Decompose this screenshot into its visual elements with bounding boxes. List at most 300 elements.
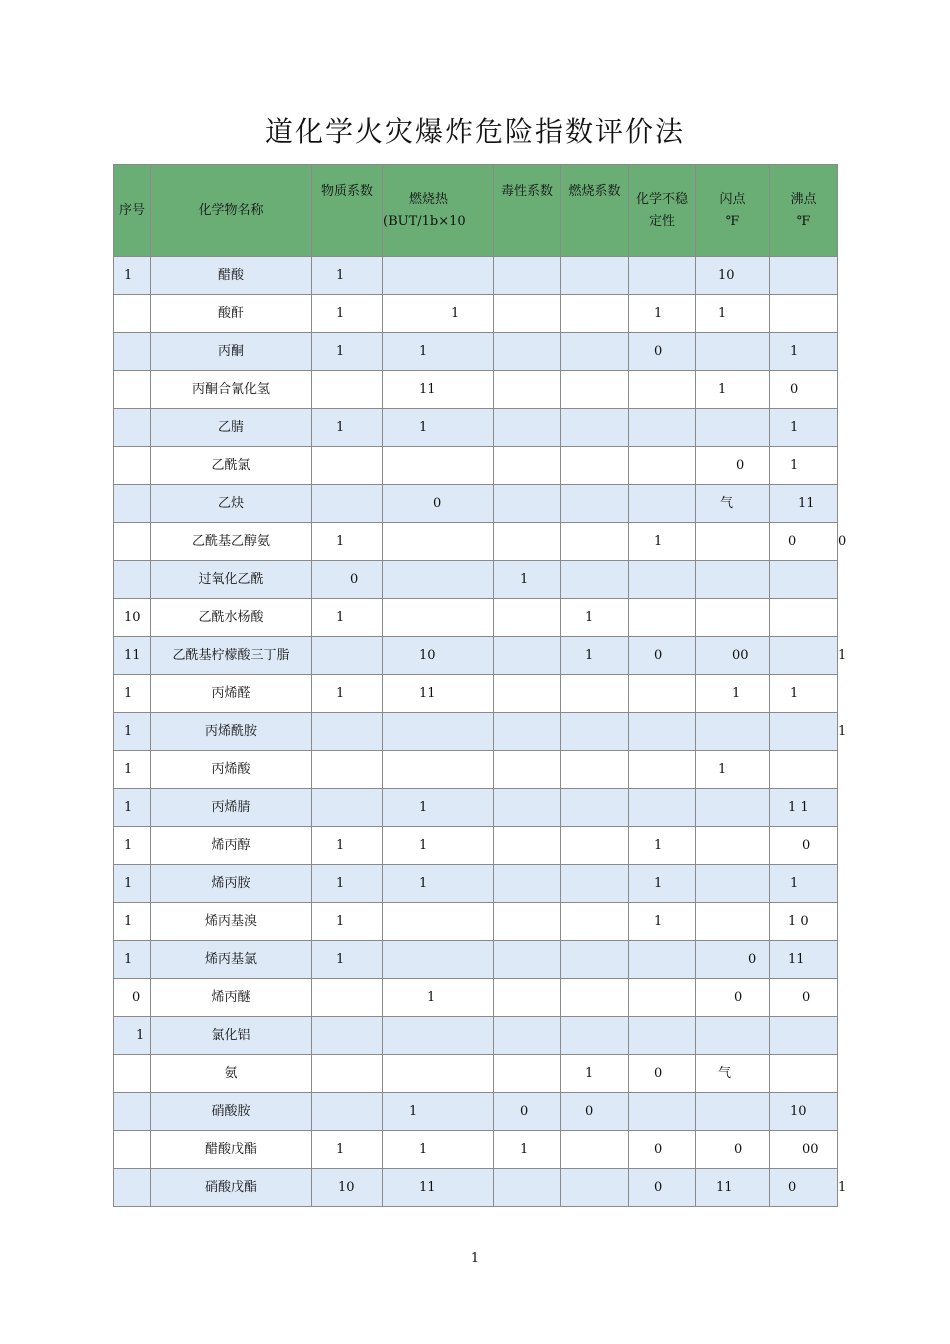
cell-material-factor-text: 0 (350, 572, 359, 587)
cell-heat-of-combustion (383, 257, 494, 295)
cell-flash-point-text: 气 (718, 1066, 732, 1081)
cell-flash-point (696, 789, 770, 827)
cell-flash-point (696, 561, 770, 599)
cell-heat-of-combustion (383, 713, 494, 751)
table-row (114, 447, 838, 485)
cell-heat-of-combustion-text: 1 (451, 306, 460, 321)
cell-no-text: 1 (124, 762, 133, 777)
cell-boiling-point (770, 941, 838, 979)
cell-flash-point (696, 713, 770, 751)
cell-chemical-name-text: 乙酰氯 (211, 458, 251, 473)
cell-flammability (561, 1017, 629, 1055)
cell-flammability (561, 409, 629, 447)
cell-material-factor (312, 941, 383, 979)
cell-boiling-point-text: 11 (788, 952, 805, 967)
cell-flammability (561, 903, 629, 941)
cell-no (114, 1131, 151, 1169)
table-row (114, 409, 838, 447)
cell-material-factor (312, 979, 383, 1017)
cell-toxicity (494, 333, 561, 371)
cell-material-factor (312, 903, 383, 941)
cell-chemical-name (151, 333, 312, 371)
cell-material-factor (312, 447, 383, 485)
cell-flash-point (696, 333, 770, 371)
header-instability-line2: 定性 (648, 213, 675, 229)
cell-material-factor-text: 10 (338, 1180, 355, 1195)
cell-flammability (561, 827, 629, 865)
cell-toxicity (494, 751, 561, 789)
header-flash-point (696, 165, 770, 257)
cell-boiling-point (770, 295, 838, 333)
header-boil-line1: 沸点 (790, 191, 817, 207)
cell-toxicity (494, 447, 561, 485)
cell-chemical-name (151, 599, 312, 637)
cell-toxicity-text: 0 (520, 1104, 529, 1119)
cell-no-text: 10 (124, 610, 141, 625)
cell-flash-point (696, 827, 770, 865)
cell-boiling-point (770, 637, 847, 675)
cell-flash-point (696, 1093, 770, 1131)
cell-chemical-name (151, 561, 312, 599)
cell-no (114, 751, 151, 789)
cell-chemical-name (151, 409, 312, 447)
cell-boiling-point-text: 1 (790, 686, 799, 701)
cell-material-factor-text: 1 (336, 610, 345, 625)
table-row (114, 1131, 838, 1169)
cell-instability (629, 333, 696, 371)
cell-boiling-point (770, 333, 838, 371)
cell-chemical-name-text: 烯丙醚 (211, 990, 251, 1005)
cell-no-text: 1 (124, 914, 133, 929)
cell-flash-point (696, 599, 770, 637)
cell-flammability (561, 941, 629, 979)
cell-flash-point (696, 751, 770, 789)
cell-chemical-name-text: 硝酸戊酯 (204, 1180, 257, 1195)
cell-heat-of-combustion (383, 447, 494, 485)
cell-chemical-name (151, 447, 312, 485)
cell-toxicity (494, 827, 561, 865)
cell-chemical-name-text: 硝酸胺 (211, 1104, 251, 1119)
cell-boiling-point-text: 1 (790, 420, 799, 435)
table-row (114, 333, 838, 371)
cell-heat-of-combustion (383, 941, 494, 979)
cell-chemical-name-text: 酸酐 (217, 306, 244, 321)
cell-no (114, 865, 151, 903)
cell-no (114, 941, 151, 979)
cell-flash-point (696, 523, 770, 561)
cell-instability-text: 0 (654, 1142, 663, 1157)
cell-toxicity (494, 865, 561, 903)
cell-material-factor (312, 561, 383, 599)
cell-material-factor (312, 333, 383, 371)
cell-flash-point (696, 979, 770, 1017)
cell-chemical-name-text: 乙酰水杨酸 (198, 610, 264, 625)
cell-heat-of-combustion-text: 1 (419, 876, 428, 891)
cell-flash-point-text: 10 (718, 268, 735, 283)
cell-no-text: 1 (124, 876, 133, 891)
cell-boiling-point-text: 0 (788, 1180, 797, 1195)
cell-heat-of-combustion (383, 827, 494, 865)
cell-toxicity (494, 1093, 561, 1131)
cell-toxicity (494, 409, 561, 447)
cell-toxicity (494, 295, 561, 333)
page-title: 道化学火灾爆炸危险指数评价法 (264, 115, 685, 148)
cell-material-factor (312, 637, 383, 675)
cell-no-text: 1 (124, 724, 133, 739)
table-row (114, 257, 838, 295)
cell-boiling-point-text: 0 (790, 382, 799, 397)
cell-heat-of-combustion (383, 751, 494, 789)
cell-chemical-name (151, 371, 312, 409)
cell-chemical-name-text: 烯丙醇 (211, 838, 251, 853)
table-row (114, 1169, 838, 1207)
cell-chemical-name-text: 乙炔 (217, 496, 244, 511)
cell-no (114, 1169, 151, 1207)
cell-toxicity (494, 1169, 561, 1207)
cell-boiling-point (770, 713, 847, 751)
cell-material-factor-text: 1 (336, 344, 345, 359)
cell-toxicity (494, 1131, 561, 1169)
cell-flammability (561, 637, 629, 675)
cell-boiling-point-text: 0 (802, 990, 811, 1005)
cell-heat-of-combustion-text: 10 (419, 648, 436, 663)
cell-no-text: 11 (124, 648, 141, 663)
table-row (114, 865, 838, 903)
table-row (114, 979, 838, 1017)
cell-boiling-point (770, 1131, 838, 1169)
cell-chemical-name (151, 523, 312, 561)
cell-toxicity (494, 903, 561, 941)
cell-chemical-name-text: 乙腈 (217, 420, 244, 435)
cell-material-factor (312, 865, 383, 903)
cell-boiling-point (770, 827, 838, 865)
cell-instability (629, 599, 696, 637)
cell-boiling-point (770, 865, 838, 903)
cell-heat-of-combustion (383, 903, 494, 941)
cell-boiling-point-text: 1 1 (788, 800, 809, 815)
cell-heat-of-combustion-text: 11 (419, 686, 436, 701)
cell-chemical-name (151, 1055, 312, 1093)
cell-no (114, 827, 151, 865)
cell-chemical-name-text: 烯丙基溴 (204, 914, 257, 929)
cell-instability (629, 523, 696, 561)
cell-no (114, 295, 151, 333)
cell-heat-of-combustion-text: 1 (419, 344, 428, 359)
cell-material-factor (312, 1017, 383, 1055)
cell-chemical-name (151, 675, 312, 713)
cell-boiling-point (770, 447, 838, 485)
cell-boiling-point (770, 599, 838, 637)
cell-flammability (561, 599, 629, 637)
cell-flammability (561, 751, 629, 789)
table-row (114, 295, 838, 333)
cell-chemical-name (151, 789, 312, 827)
cell-flash-point (696, 409, 770, 447)
cell-no-text: 0 (132, 990, 141, 1005)
cell-heat-of-combustion (383, 409, 494, 447)
cell-toxicity (494, 257, 561, 295)
table-row (114, 485, 838, 523)
cell-chemical-name-text: 乙酰基乙醇氨 (191, 534, 270, 549)
cell-flammability (561, 1169, 629, 1207)
cell-flammability (561, 485, 629, 523)
header-boiling-point (770, 165, 838, 257)
header-material-factor: 物质系数 (312, 165, 383, 257)
cell-flash-point-text: 气 (720, 496, 734, 511)
cell-boiling-point (770, 1169, 847, 1207)
cell-boiling-point (770, 1093, 838, 1131)
cell-material-factor (312, 409, 383, 447)
cell-no-text: 1 (124, 686, 133, 701)
table-row (114, 941, 838, 979)
cell-boiling-point (770, 789, 838, 827)
cell-no (114, 637, 151, 675)
cell-instability (629, 1055, 696, 1093)
cell-instability-text: 0 (654, 1066, 663, 1081)
cell-flash-point (696, 637, 770, 675)
header-flash-line1: 闪点 (719, 191, 746, 207)
cell-heat-of-combustion (383, 637, 494, 675)
cell-material-factor-text: 1 (336, 914, 345, 929)
page-number: 1 (470, 1251, 480, 1266)
cell-instability (629, 713, 696, 751)
cell-no-text: 1 (124, 800, 133, 815)
cell-chemical-name-text: 氯化铝 (211, 1028, 251, 1043)
cell-no (114, 675, 151, 713)
cell-chemical-name-text: 丙烯酸 (211, 762, 251, 777)
cell-no (114, 447, 151, 485)
cell-toxicity (494, 713, 561, 751)
cell-flammability (561, 675, 629, 713)
table-header-row (114, 165, 838, 257)
cell-heat-of-combustion (383, 599, 494, 637)
table-row (114, 789, 838, 827)
cell-heat-of-combustion (383, 789, 494, 827)
cell-heat-of-combustion-text: 11 (419, 382, 436, 397)
cell-heat-of-combustion-text: 1 (419, 420, 428, 435)
cell-instability (629, 789, 696, 827)
header-heat-line2: (BUT/1b×10 (383, 213, 466, 229)
cell-flash-point (696, 371, 770, 409)
cell-material-factor (312, 523, 383, 561)
cell-flash-point (696, 1169, 770, 1207)
cell-no-text: 1 (124, 838, 133, 853)
cell-toxicity-text: 1 (520, 572, 529, 587)
cell-flash-point (696, 1017, 770, 1055)
cell-no (114, 1017, 151, 1055)
cell-instability-text: 1 (654, 306, 663, 321)
cell-material-factor (312, 1169, 383, 1207)
cell-no (114, 979, 151, 1017)
cell-chemical-name-text: 乙酰基柠檬酸三丁脂 (172, 648, 290, 663)
cell-flash-point (696, 903, 770, 941)
cell-heat-of-combustion (383, 1017, 494, 1055)
cell-heat-of-combustion (383, 371, 494, 409)
cell-overflow-text: 0 (838, 534, 847, 549)
cell-chemical-name-text: 丙烯酰胺 (204, 724, 257, 739)
cell-chemical-name-text: 丙烯腈 (211, 800, 251, 815)
cell-material-factor-text: 1 (336, 1142, 345, 1157)
table-row (114, 713, 838, 751)
cell-heat-of-combustion-text: 1 (427, 990, 436, 1005)
cell-toxicity (494, 485, 561, 523)
cell-no (114, 371, 151, 409)
cell-flash-point (696, 941, 770, 979)
header-instability-line1: 化学不稳 (635, 191, 688, 207)
cell-instability (629, 485, 696, 523)
cell-flash-point-text: 0 (748, 952, 757, 967)
table-row (114, 523, 838, 561)
cell-material-factor-text: 1 (336, 838, 345, 853)
cell-chemical-name (151, 751, 312, 789)
cell-boiling-point-text: 1 (790, 458, 799, 473)
cell-no-text: 1 (136, 1028, 145, 1043)
cell-chemical-name-text: 醋酸戊酯 (204, 1142, 257, 1157)
cell-instability-text: 0 (654, 648, 663, 663)
cell-no (114, 523, 151, 561)
cell-material-factor (312, 789, 383, 827)
cell-boiling-point (770, 979, 838, 1017)
cell-flammability-text: 0 (585, 1104, 594, 1119)
cell-instability (629, 371, 696, 409)
cell-boiling-point (770, 1055, 838, 1093)
cell-heat-of-combustion (383, 1169, 494, 1207)
cell-chemical-name-text: 氨 (224, 1066, 238, 1081)
cell-heat-of-combustion (383, 865, 494, 903)
cell-chemical-name (151, 903, 312, 941)
cell-material-factor (312, 675, 383, 713)
table-body (114, 257, 847, 1207)
cell-flammability (561, 1055, 629, 1093)
cell-boiling-point (770, 371, 838, 409)
cell-instability (629, 409, 696, 447)
cell-flash-point (696, 257, 770, 295)
cell-boiling-point-text: 1 0 (788, 914, 809, 929)
cell-flammability-text: 1 (585, 1066, 594, 1081)
cell-chemical-name (151, 485, 312, 523)
cell-flash-point (696, 675, 770, 713)
cell-chemical-name-text: 过氧化乙酰 (198, 572, 264, 587)
table-row (114, 371, 838, 409)
cell-boiling-point-text: 1 (790, 876, 799, 891)
cell-flash-point (696, 485, 770, 523)
cell-instability (629, 941, 696, 979)
cell-instability (629, 827, 696, 865)
cell-chemical-name (151, 1131, 312, 1169)
cell-heat-of-combustion (383, 295, 494, 333)
cell-flammability (561, 713, 629, 751)
header-no: 序号 (114, 165, 151, 257)
cell-boiling-point-text: 11 (798, 496, 815, 511)
cell-chemical-name (151, 713, 312, 751)
cell-flash-point (696, 295, 770, 333)
cell-instability (629, 257, 696, 295)
cell-boiling-point-text: 00 (802, 1142, 819, 1157)
cell-material-factor (312, 827, 383, 865)
cell-material-factor-text: 1 (336, 420, 345, 435)
cell-flash-point-text: 1 (718, 762, 727, 777)
cell-flammability-text: 1 (585, 648, 594, 663)
cell-boiling-point (770, 903, 838, 941)
cell-heat-of-combustion-text: 1 (409, 1104, 418, 1119)
cell-chemical-name (151, 295, 312, 333)
cell-heat-of-combustion (383, 561, 494, 599)
cell-boiling-point-text: 0 (788, 534, 797, 549)
cell-toxicity-text: 1 (520, 1142, 529, 1157)
cell-flash-point-text: 00 (732, 648, 749, 663)
cell-instability (629, 1169, 696, 1207)
header-toxicity: 毒性系数 (494, 165, 561, 257)
cell-chemical-name (151, 257, 312, 295)
header-instability (629, 165, 696, 257)
cell-flammability (561, 447, 629, 485)
cell-heat-of-combustion (383, 333, 494, 371)
cell-toxicity (494, 371, 561, 409)
cell-material-factor (312, 1055, 383, 1093)
cell-material-factor-text: 1 (336, 876, 345, 891)
cell-instability (629, 561, 696, 599)
table-row (114, 903, 838, 941)
table-row (114, 827, 838, 865)
cell-no-text: 1 (124, 268, 133, 283)
cell-instability (629, 903, 696, 941)
cell-flash-point-text: 1 (718, 306, 727, 321)
cell-no (114, 1093, 151, 1131)
cell-chemical-name (151, 1017, 312, 1055)
cell-toxicity (494, 561, 561, 599)
cell-no (114, 713, 151, 751)
cell-flammability (561, 1131, 629, 1169)
cell-chemical-name-text: 丙烯醛 (211, 686, 251, 701)
cell-toxicity (494, 979, 561, 1017)
table-row (114, 561, 838, 599)
cell-material-factor-text: 1 (336, 686, 345, 701)
cell-heat-of-combustion (383, 523, 494, 561)
cell-no-text: 1 (124, 952, 133, 967)
cell-material-factor-text: 1 (336, 534, 345, 549)
cell-instability-text: 1 (654, 534, 663, 549)
cell-instability (629, 865, 696, 903)
cell-material-factor (312, 295, 383, 333)
cell-flash-point (696, 1055, 770, 1093)
cell-flammability (561, 789, 629, 827)
cell-boiling-point-text: 10 (790, 1104, 807, 1119)
cell-instability (629, 295, 696, 333)
cell-instability (629, 751, 696, 789)
cell-heat-of-combustion-text: 1 (419, 838, 428, 853)
cell-chemical-name-text: 烯丙基氯 (204, 952, 257, 967)
header-name: 化学物名称 (151, 165, 312, 257)
table-row (114, 675, 838, 713)
cell-boiling-point (770, 751, 838, 789)
cell-no (114, 599, 151, 637)
cell-material-factor-text: 1 (336, 268, 345, 283)
cell-no (114, 789, 151, 827)
cell-flash-point-text: 11 (716, 1180, 733, 1195)
cell-chemical-name (151, 1093, 312, 1131)
cell-no (114, 333, 151, 371)
cell-flammability (561, 333, 629, 371)
cell-toxicity (494, 637, 561, 675)
cell-material-factor (312, 371, 383, 409)
cell-chemical-name-text: 丙酮合氰化氢 (191, 382, 270, 397)
cell-instability-text: 1 (654, 914, 663, 929)
cell-heat-of-combustion (383, 979, 494, 1017)
cell-chemical-name (151, 637, 312, 675)
cell-toxicity (494, 941, 561, 979)
cell-instability (629, 1017, 696, 1055)
cell-instability-text: 0 (654, 344, 663, 359)
